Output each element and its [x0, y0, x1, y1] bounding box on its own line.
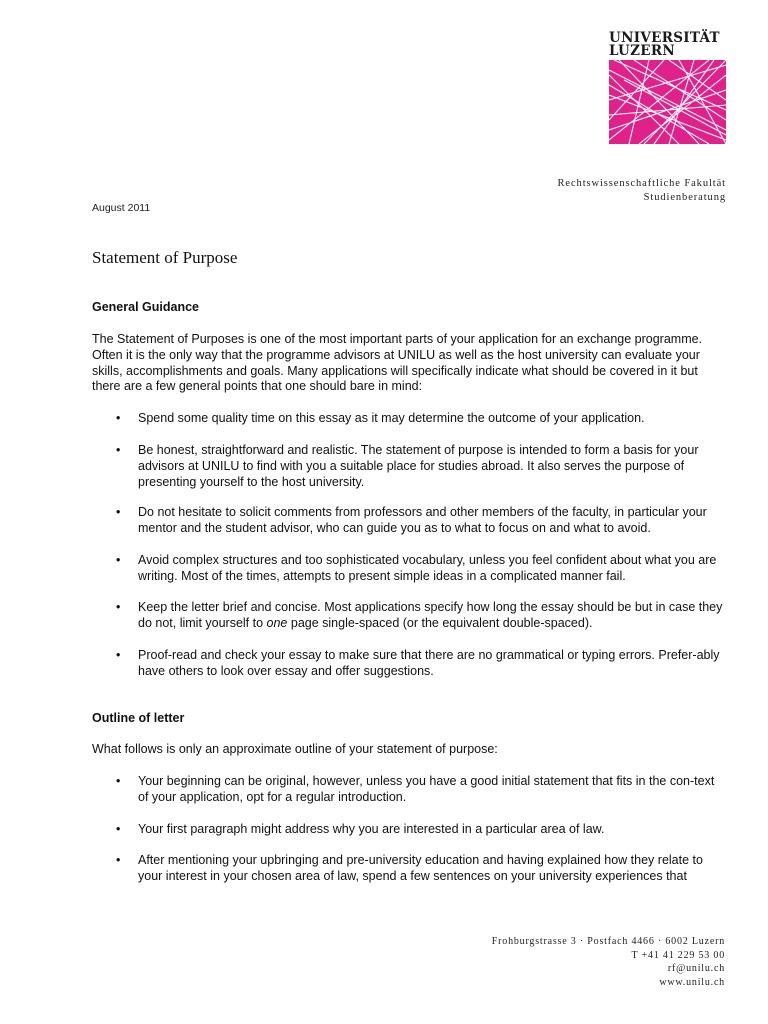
list-item: • Spend some quality time on this essay as it may determine the outcome of your application. — [92, 411, 724, 427]
university-logo — [609, 32, 726, 144]
contact-footer — [492, 935, 725, 989]
outline-list — [92, 853, 724, 885]
office-name: Studienberatung — [643, 192, 726, 203]
department-header — [558, 177, 726, 205]
list-item-text: page single-spaced (or the equivalent double-spaced). — [287, 615, 593, 630]
emphasis-text: one — [266, 615, 288, 630]
department-name: Rechtswissenschaftliche Fakultät — [557, 178, 726, 189]
list-item: • After mentioning your upbringing and pre-university education and having explained how they relate to your interest in your chosen area of law, spend a few sentences on your university experiences that — [92, 853, 724, 885]
footer-website: www.unilu.ch — [659, 976, 725, 988]
list-item: • Do not hesitate to solicit comments from professors and other members of the faculty, in particular your mentor and the student advisor, who can guide you as to what to focus on and what to avoid. — [92, 505, 724, 537]
list-item: • Avoid complex structures and too sophisticated vocabulary, unless you feel confident about what you are writing. Most of the times, attempts to present simple ideas in a complicated manner fail. — [92, 553, 724, 585]
logo-wordmark-line2: LUZERN — [609, 43, 676, 59]
list-item: • Your first paragraph might address why you are interested in a particular area of law. — [92, 822, 724, 838]
outline-list — [92, 774, 724, 806]
general-guidance-list — [92, 411, 724, 427]
list-item: • Your beginning can be original, however, unless you have a good initial statement that fits in the con-text of your application, opt for a regular introduction. — [92, 774, 724, 806]
outline-intro: What follows is only an approximate outline of your statement of purpose: — [92, 742, 498, 756]
section-heading-outline: Outline of letter — [92, 711, 185, 725]
outline-list — [92, 822, 724, 838]
document-date: August 2011 — [92, 202, 151, 214]
page-title: Statement of Purpose — [92, 248, 238, 267]
logo-wordmark-line1: UNIVERSITÄT — [609, 30, 720, 46]
general-guidance-list — [92, 443, 724, 490]
general-guidance-list — [92, 600, 724, 632]
list-item-text: Keep the letter brief and concise. Most applications specify how long the essay should be but in case they do not, limit yourself to — [138, 600, 723, 630]
section-heading-general-guidance: General Guidance — [92, 300, 199, 314]
general-guidance-list — [92, 505, 724, 537]
footer-phone: T +41 41 229 53 00 — [631, 949, 725, 961]
list-item — [92, 600, 724, 632]
footer-address: Frohburgstrasse 3 · Postfach 4466 · 6002 Luzern — [491, 936, 725, 947]
general-guidance-intro: The Statement of Purposes is one of the most important parts of your application for an exchange programme. Often it is the only way that the programme advisors at UNILU as well as the host university can evaluate your skills, accomplishments and goals. Many applications will specifically indicate what should be covered in it but there are a few general points that one should bare in mind: — [92, 332, 703, 394]
general-guidance-list — [92, 648, 724, 680]
list-item: • Be honest, straightforward and realistic. The statement of purpose is intended to form a basis for your advisors at UNILU to find with you a suitable place for studies abroad. It also serves the purpose of presenting yourself to the host university. — [92, 443, 724, 490]
list-item: • Proof-read and check your essay to make sure that there are no grammatical or typing errors. Prefer-ably have others to look over essay and offer suggestions. — [92, 648, 724, 680]
footer-email: rf@unilu.ch — [667, 963, 725, 974]
logo-line-pattern-icon — [609, 60, 726, 144]
general-guidance-list — [92, 553, 724, 585]
